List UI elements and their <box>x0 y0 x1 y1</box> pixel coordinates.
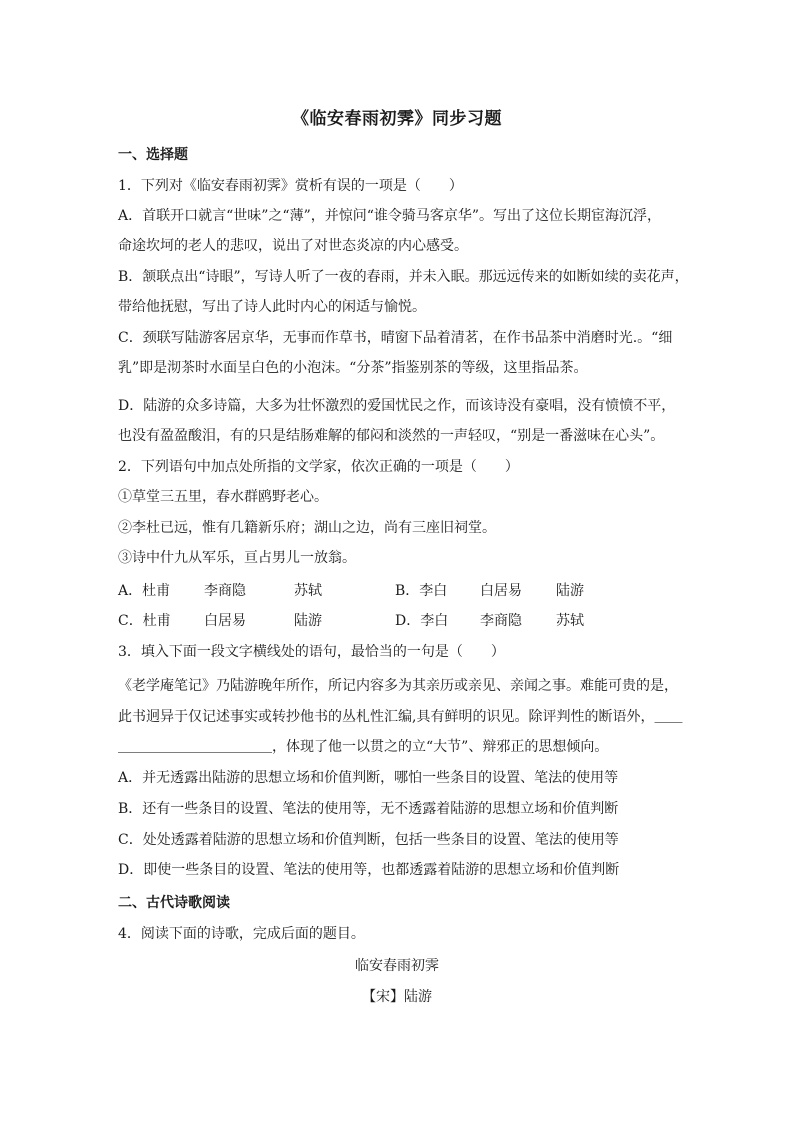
section-heading-poetry: 二、古代诗歌阅读 <box>118 895 230 911</box>
q3-option-d: D．即使一些条目的设置、笔法的使用等，也都透露着陆游的思想立场和价值判断 <box>118 862 620 878</box>
q3-option-b: B．还有一些条目的设置、笔法的使用等，无不透露着陆游的思想立场和价值判断 <box>118 801 619 817</box>
q2-option-b-3: 陆游 <box>556 583 584 599</box>
q2-option-d-3: 苏轼 <box>556 613 584 629</box>
q2-option-c-3: 陆游 <box>294 613 322 629</box>
q1-option-c-line2: 乳”即是沏茶时水面呈白色的小泡沫。“分茶”指鉴别茶的等级，这里指品茶。 <box>118 360 588 376</box>
q2-option-c-1: C．杜甫 <box>118 613 171 629</box>
poem-title: 临安春雨初霁 <box>355 958 439 974</box>
q2-option-d-1: D．李白 <box>395 613 449 629</box>
q2-option-b-2: 白居易 <box>480 583 522 599</box>
q1-option-b-line2: 带给他抚慰，写出了诗人此时内心的闲适与愉悦。 <box>118 299 426 315</box>
q1-option-a-line1: A．首联开口就言“世味”之“薄”，并惊问“谁令骑马客京华”。写出了这位长期宦海沉浮， <box>118 208 662 224</box>
q2-option-d-2: 李商隐 <box>480 613 522 629</box>
q2-option-b-1: B．李白 <box>395 583 448 599</box>
q1-option-d-line1: D．陆游的众多诗篇，大多为壮怀激烈的爱国忧民之作，而该诗没有豪唱，没有愤愤不平， <box>118 398 676 414</box>
q2-option-a-2: 李商隐 <box>204 583 246 599</box>
q1-option-b-line1: B．颔联点出“诗眼”，写诗人听了一夜的春雨，并未入眠。那远远传来的如断如续的卖花声， <box>118 269 689 285</box>
q2-sentence-3: ③诗中什九从军乐，亘占男儿一放翁。 <box>118 550 356 566</box>
question-1-stem: 1．下列对《临安春雨初霁》赏析有误的一项是（ ） <box>118 178 463 194</box>
q3-passage-line2: 此书迥异于仅记述事实或转抄他书的丛札性汇编,具有鲜明的识见。除评判性的断语外，＿＿ <box>118 709 683 725</box>
q2-sentence-1: ①草堂三五里，春水群鸥野老心。 <box>118 489 328 505</box>
q3-option-a: A．并无透露出陆游的思想立场和价值判断，哪怕一些条目的设置、笔法的使用等 <box>118 770 619 786</box>
q2-option-a-1: A．杜甫 <box>118 583 171 599</box>
question-2-stem: 2．下列语句中加点处所指的文学家，依次正确的一项是（ ） <box>118 459 519 475</box>
q1-option-d-line2: 也没有盈盈酸泪，有的只是结肠难解的郁闷和淡然的一声轻叹，“别是一番滋味在心头”。 <box>118 428 665 444</box>
poem-author: 【宋】陆游 <box>362 989 432 1005</box>
q3-option-c: C．处处透露着陆游的思想立场和价值判断，包括一些条目的设置、笔法的使用等 <box>118 832 619 848</box>
section-heading-choice: 一、选择题 <box>118 147 188 163</box>
q1-option-c-line1: C．颈联写陆游客居京华，无事而作草书，晴窗下品着清茗，在作书品茶中消磨时光.。“细 <box>118 330 673 346</box>
q3-passage-line1: 《老学庵笔记》乃陆游晚年所作，所记内容多为其亲历或亲见、亲闻之事。难能可贵的是， <box>118 678 678 694</box>
q2-sentence-2: ②李杜已远，惟有几籍新乐府；湖山之边，尚有三座旧祠堂。 <box>118 520 496 536</box>
q2-option-c-2: 白居易 <box>204 613 246 629</box>
question-3-stem: 3．填入下面一段文字横线处的语句，最恰当的一句是（ ） <box>118 644 505 660</box>
question-4-stem: 4．阅读下面的诗歌，完成后面的题目。 <box>118 926 365 942</box>
q2-option-a-3: 苏轼 <box>294 583 322 599</box>
page-title: 《临安春雨初霁》同步习题 <box>292 109 502 129</box>
q1-option-a-line2: 命途坎坷的老人的悲叹，说出了对世态炎凉的内心感受。 <box>118 238 468 254</box>
q3-passage-line3: ＿＿＿＿＿＿＿＿＿＿＿，体现了他一以贯之的立“大节”、辩邪正的思想倾向。 <box>118 739 609 755</box>
